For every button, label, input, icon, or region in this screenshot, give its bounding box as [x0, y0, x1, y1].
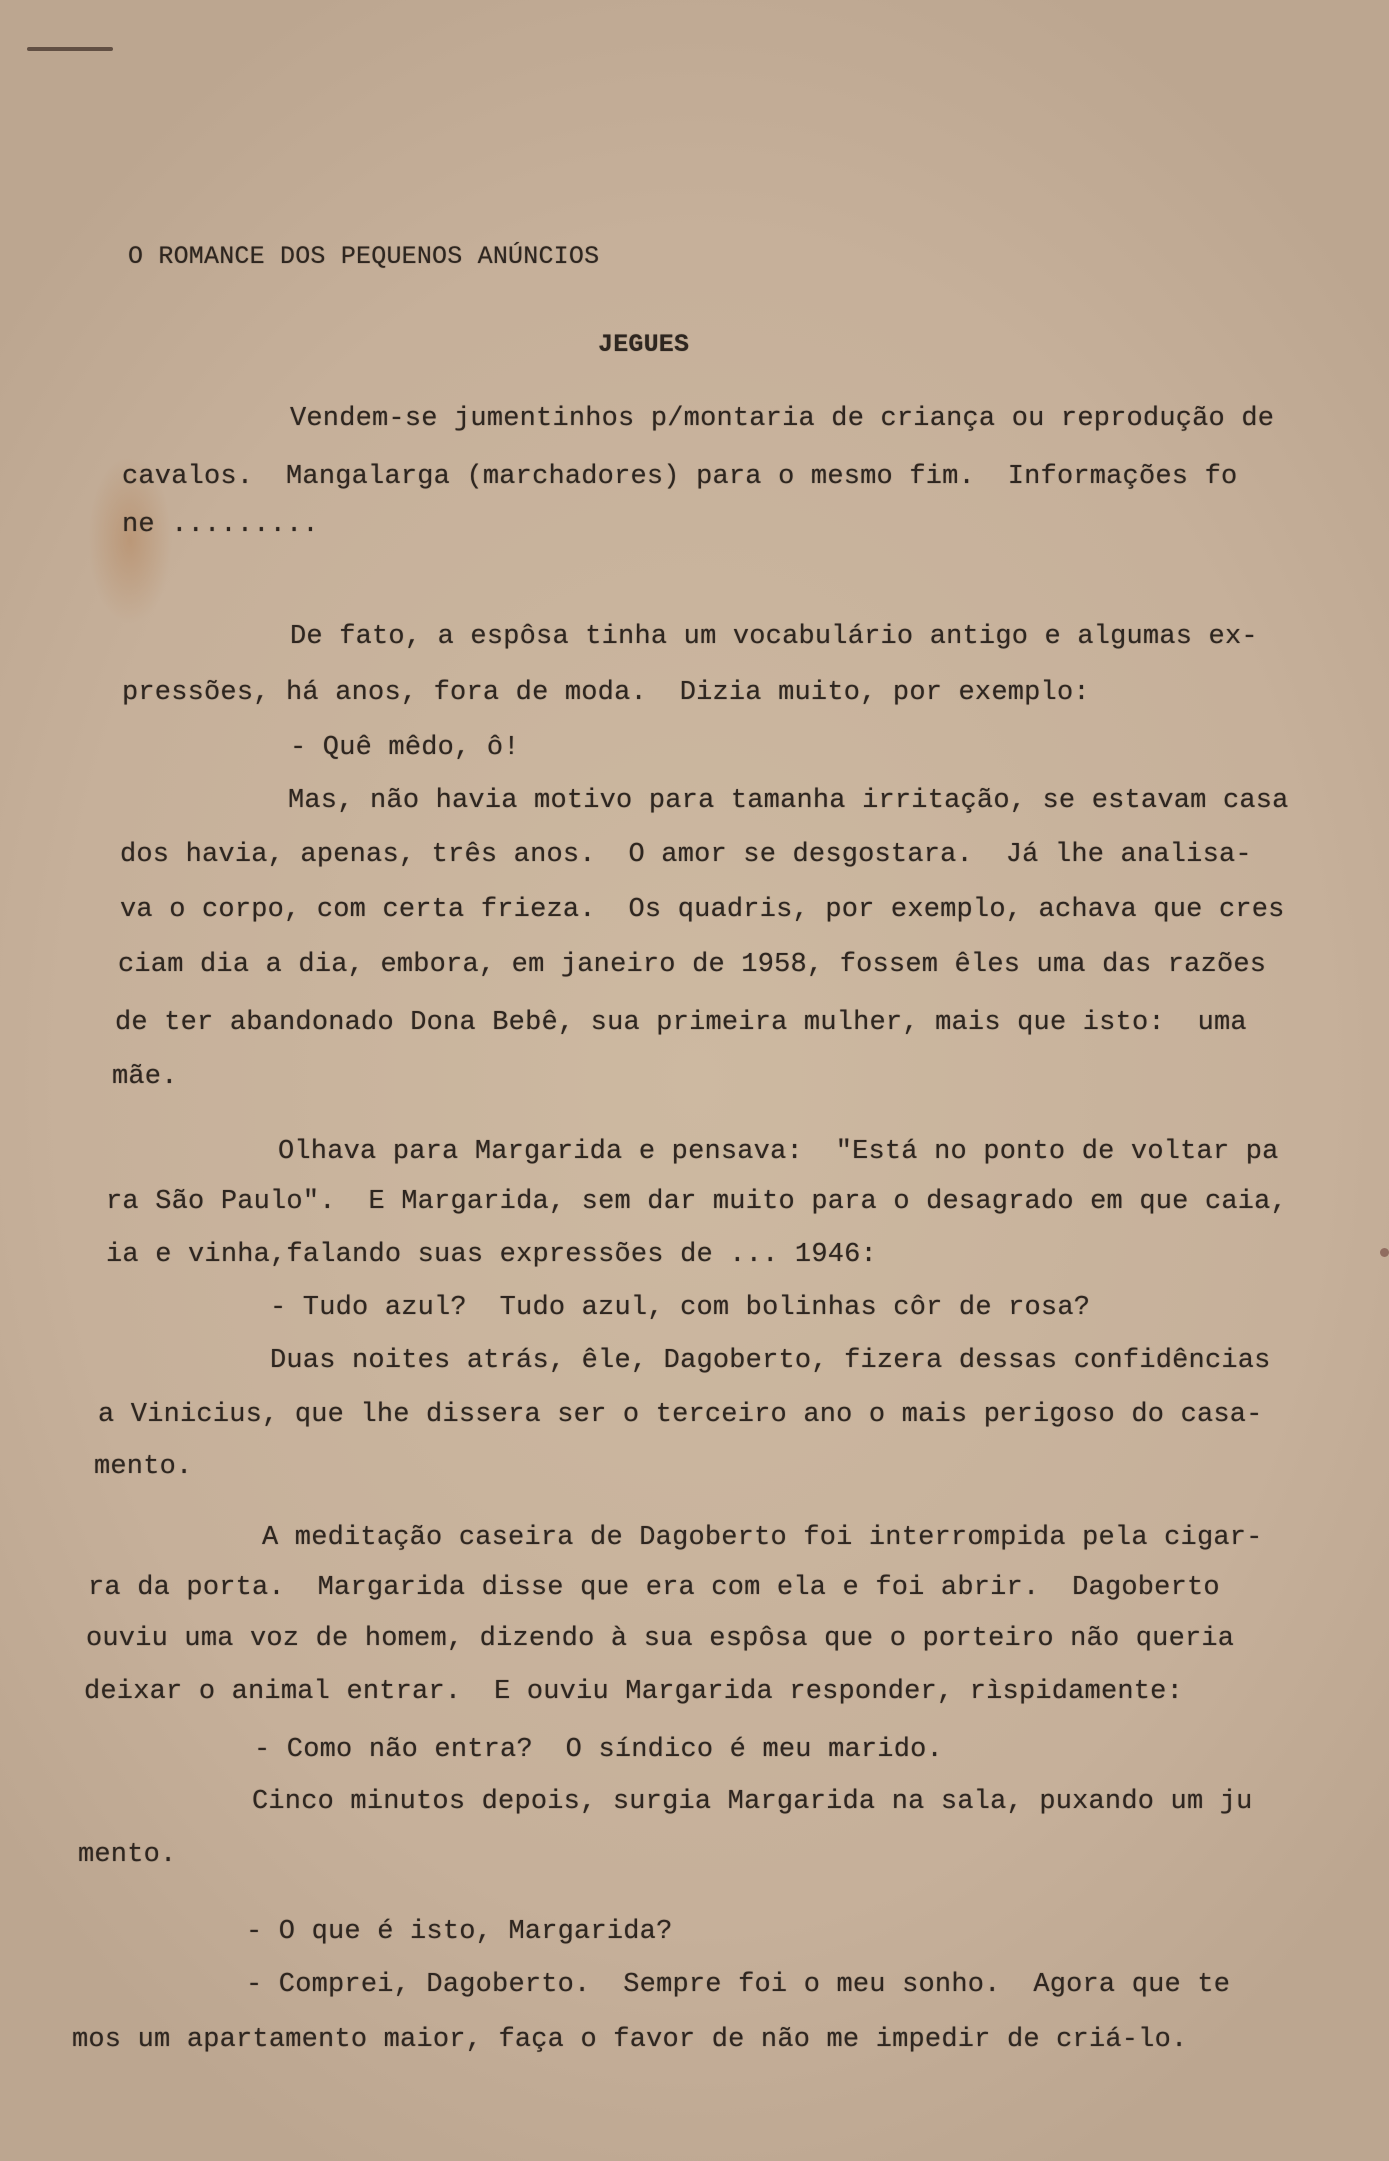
text-line: ra da porta. Margarida disse que era com ela e foi abrir. Dagoberto — [88, 1573, 1220, 1603]
text-line: ra São Paulo". E Margarida, sem dar muito para o desagrado em que caia, — [106, 1187, 1287, 1217]
text-line: va o corpo, com certa frieza. Os quadris, por exemplo, achava que cres — [120, 895, 1285, 925]
text-line: ne ......... — [122, 510, 319, 540]
text-line: - Quê mêdo, ô! — [290, 733, 520, 763]
text-line: deixar o animal entrar. E ouviu Margarida responder, rìspidamente: — [84, 1677, 1183, 1707]
text-line: Vendem-se jumentinhos p/montaria de criança ou reprodução de — [290, 404, 1275, 434]
text-line: mento. — [94, 1452, 193, 1482]
text-line: de ter abandonado Dona Bebê, sua primeira mulher, mais que isto: uma — [115, 1008, 1247, 1038]
text-line: pressões, há anos, fora de moda. Dizia muito, por exemplo: — [122, 678, 1090, 708]
text-line: mãe. — [112, 1062, 178, 1092]
text-line: mento. — [78, 1840, 177, 1870]
text-line: ouviu uma voz de homem, dizendo à sua espôsa que o porteiro não queria — [86, 1624, 1235, 1654]
text-line: Cinco minutos depois, surgia Margarida na sala, puxando um ju — [252, 1787, 1253, 1817]
text-line: - Tudo azul? Tudo azul, com bolinhas côr de rosa? — [270, 1293, 1091, 1323]
paper-stain — [1380, 1248, 1389, 1257]
ink-mark — [27, 47, 113, 51]
text-line: a Vinicius, que lhe dissera ser o terceiro ano o mais perigoso do casa- — [98, 1400, 1263, 1430]
text-line: cavalos. Mangalarga (marchadores) para o mesmo fim. Informações fo — [122, 462, 1238, 492]
text-line: - Comprei, Dagoberto. Sempre foi o meu sonho. Agora que te — [246, 1970, 1231, 2000]
text-line: Mas, não havia motivo para tamanha irritação, se estavam casa — [288, 786, 1289, 816]
text-line: Duas noites atrás, êle, Dagoberto, fizera dessas confidências — [270, 1346, 1271, 1376]
text-line: A meditação caseira de Dagoberto foi interrompida pela cigar- — [262, 1523, 1263, 1553]
text-line: - O que é isto, Margarida? — [246, 1917, 673, 1947]
text-line: ciam dia a dia, embora, em janeiro de 1958, fossem êles uma das razões — [118, 950, 1267, 980]
text-line: ia e vinha,falando suas expressões de ... 1946: — [106, 1240, 877, 1270]
document-subtitle: JEGUES — [598, 330, 690, 359]
text-line: De fato, a espôsa tinha um vocabulário antigo e algumas ex- — [290, 622, 1258, 652]
text-line: Olhava para Margarida e pensava: "Está no ponto de voltar pa — [278, 1137, 1279, 1167]
text-line: dos havia, apenas, três anos. O amor se desgostara. Já lhe analisa- — [120, 840, 1252, 870]
text-line: mos um apartamento maior, faça o favor de não me impedir de criá-lo. — [72, 2025, 1188, 2055]
document-title: O ROMANCE DOS PEQUENOS ANÚNCIOS — [128, 242, 600, 271]
text-line: - Como não entra? O síndico é meu marido. — [254, 1735, 943, 1765]
